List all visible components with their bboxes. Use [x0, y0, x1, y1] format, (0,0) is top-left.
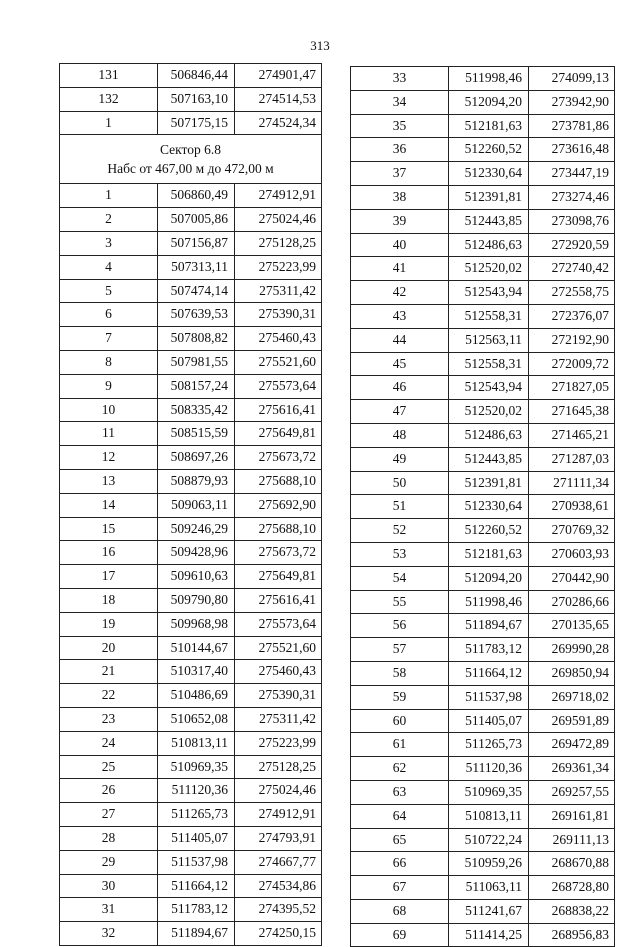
table-row — [60, 922, 322, 946]
point-number-cell: 42 — [351, 281, 449, 305]
point-number-cell: 69 — [351, 923, 449, 947]
point-number-cell: 22 — [60, 684, 158, 708]
y-coordinate-cell: 273781,86 — [529, 114, 615, 138]
x-coordinate-cell: 510813,11 — [158, 731, 235, 755]
y-coordinate-cell: 269990,28 — [529, 638, 615, 662]
y-coordinate-cell: 275024,46 — [235, 208, 322, 232]
y-coordinate-cell: 268728,80 — [529, 876, 615, 900]
table-row — [351, 376, 615, 400]
point-number-cell: 67 — [351, 876, 449, 900]
point-number-cell: 15 — [60, 517, 158, 541]
x-coordinate-cell: 512181,63 — [449, 542, 529, 566]
y-coordinate-cell: 269472,89 — [529, 733, 615, 757]
table-row — [60, 850, 322, 874]
table-row — [60, 255, 322, 279]
sector-header-group — [60, 135, 322, 184]
x-coordinate-cell: 511894,67 — [158, 922, 235, 946]
x-coordinate-cell: 510959,26 — [449, 852, 529, 876]
table-row — [60, 398, 322, 422]
point-number-cell: 30 — [60, 874, 158, 898]
point-number-cell: 58 — [351, 661, 449, 685]
x-coordinate-cell: 512094,20 — [449, 566, 529, 590]
table-row — [60, 64, 322, 88]
point-number-cell: 66 — [351, 852, 449, 876]
table-row — [351, 566, 615, 590]
coordinates-table-left — [59, 63, 322, 946]
point-number-cell: 29 — [60, 850, 158, 874]
table-row — [351, 923, 615, 947]
table-row — [351, 757, 615, 781]
table-row — [351, 233, 615, 257]
point-number-cell: 6 — [60, 303, 158, 327]
point-number-cell: 46 — [351, 376, 449, 400]
table-row — [60, 208, 322, 232]
table-row — [60, 779, 322, 803]
y-coordinate-cell: 271645,38 — [529, 400, 615, 424]
y-coordinate-cell: 274395,52 — [235, 898, 322, 922]
x-coordinate-cell: 511998,46 — [449, 67, 529, 91]
table-row — [351, 519, 615, 543]
x-coordinate-cell: 512094,20 — [449, 90, 529, 114]
y-coordinate-cell: 275649,81 — [235, 422, 322, 446]
x-coordinate-cell: 512520,02 — [449, 400, 529, 424]
y-coordinate-cell: 275673,72 — [235, 446, 322, 470]
x-coordinate-cell: 511120,36 — [449, 757, 529, 781]
table-row — [351, 661, 615, 685]
point-number-cell: 20 — [60, 636, 158, 660]
x-coordinate-cell: 512391,81 — [449, 471, 529, 495]
point-number-cell: 63 — [351, 780, 449, 804]
x-coordinate-cell: 512330,64 — [449, 495, 529, 519]
table-row — [60, 350, 322, 374]
point-number-cell: 55 — [351, 590, 449, 614]
point-number-cell: 13 — [60, 469, 158, 493]
table-row — [351, 804, 615, 828]
y-coordinate-cell: 269361,34 — [529, 757, 615, 781]
x-coordinate-cell: 511414,25 — [449, 923, 529, 947]
y-coordinate-cell: 275128,25 — [235, 231, 322, 255]
sector-header-cell — [60, 135, 322, 184]
point-number-cell: 54 — [351, 566, 449, 590]
y-coordinate-cell: 272740,42 — [529, 257, 615, 281]
x-coordinate-cell: 511783,12 — [158, 898, 235, 922]
point-number-cell: 68 — [351, 899, 449, 923]
point-number-cell: 17 — [60, 565, 158, 589]
y-coordinate-cell: 270442,90 — [529, 566, 615, 590]
table-row — [60, 111, 322, 135]
table-row — [351, 733, 615, 757]
x-coordinate-cell: 511537,98 — [449, 685, 529, 709]
point-number-cell: 16 — [60, 541, 158, 565]
x-coordinate-cell: 511120,36 — [158, 779, 235, 803]
point-number-cell: 23 — [60, 707, 158, 731]
table-row — [60, 469, 322, 493]
x-coordinate-cell: 510486,69 — [158, 684, 235, 708]
x-coordinate-cell: 507163,10 — [158, 87, 235, 111]
y-coordinate-cell: 270938,61 — [529, 495, 615, 519]
x-coordinate-cell: 512330,64 — [449, 162, 529, 186]
y-coordinate-cell: 270769,32 — [529, 519, 615, 543]
point-number-cell: 31 — [60, 898, 158, 922]
point-number-cell: 2 — [60, 208, 158, 232]
sector-subtitle: Набс от 467,00 м до 472,00 м — [107, 161, 274, 177]
point-number-cell: 8 — [60, 350, 158, 374]
x-coordinate-cell: 512260,52 — [449, 138, 529, 162]
y-coordinate-cell: 269257,55 — [529, 780, 615, 804]
point-number-cell: 48 — [351, 423, 449, 447]
x-coordinate-cell: 509246,29 — [158, 517, 235, 541]
x-coordinate-cell: 507639,53 — [158, 303, 235, 327]
point-number-cell: 50 — [351, 471, 449, 495]
point-number-cell: 61 — [351, 733, 449, 757]
y-coordinate-cell: 275673,72 — [235, 541, 322, 565]
x-coordinate-cell: 509968,98 — [158, 612, 235, 636]
table-row — [351, 614, 615, 638]
table-row — [60, 541, 322, 565]
x-coordinate-cell: 508697,26 — [158, 446, 235, 470]
point-number-cell: 28 — [60, 826, 158, 850]
table-row — [60, 446, 322, 470]
page-number: 313 — [310, 38, 330, 53]
point-number-cell: 24 — [60, 731, 158, 755]
table-row — [351, 162, 615, 186]
x-coordinate-cell: 511265,73 — [158, 803, 235, 827]
point-number-cell: 27 — [60, 803, 158, 827]
y-coordinate-cell: 268838,22 — [529, 899, 615, 923]
y-coordinate-cell: 272376,07 — [529, 304, 615, 328]
point-number-cell: 53 — [351, 542, 449, 566]
point-number-cell: 64 — [351, 804, 449, 828]
y-coordinate-cell: 275128,25 — [235, 755, 322, 779]
point-number-cell: 32 — [60, 922, 158, 946]
table-row — [351, 423, 615, 447]
table-row — [60, 493, 322, 517]
table-row — [351, 899, 615, 923]
x-coordinate-cell: 511894,67 — [449, 614, 529, 638]
table-row — [60, 565, 322, 589]
table-row — [351, 304, 615, 328]
y-coordinate-cell: 275390,31 — [235, 303, 322, 327]
x-coordinate-cell: 509428,96 — [158, 541, 235, 565]
table-row — [60, 874, 322, 898]
y-coordinate-cell: 270135,65 — [529, 614, 615, 638]
point-number-cell: 60 — [351, 709, 449, 733]
table-row — [351, 876, 615, 900]
y-coordinate-cell: 274912,91 — [235, 803, 322, 827]
y-coordinate-cell: 275311,42 — [235, 279, 322, 303]
point-number-cell: 43 — [351, 304, 449, 328]
left-sector-rows — [60, 184, 322, 946]
y-coordinate-cell: 272192,90 — [529, 328, 615, 352]
table-row — [60, 636, 322, 660]
y-coordinate-cell: 271287,03 — [529, 447, 615, 471]
table-row — [351, 780, 615, 804]
x-coordinate-cell: 507474,14 — [158, 279, 235, 303]
table-row — [60, 327, 322, 351]
y-coordinate-cell: 275460,43 — [235, 660, 322, 684]
right-rows — [351, 67, 615, 947]
point-number-cell: 25 — [60, 755, 158, 779]
x-coordinate-cell: 511405,07 — [158, 826, 235, 850]
y-coordinate-cell: 269591,89 — [529, 709, 615, 733]
y-coordinate-cell: 273942,90 — [529, 90, 615, 114]
y-coordinate-cell: 270603,93 — [529, 542, 615, 566]
point-number-cell: 47 — [351, 400, 449, 424]
y-coordinate-cell: 275521,60 — [235, 350, 322, 374]
table-row — [351, 709, 615, 733]
y-coordinate-cell: 275223,99 — [235, 731, 322, 755]
y-coordinate-cell: 275688,10 — [235, 517, 322, 541]
table-row — [60, 731, 322, 755]
y-coordinate-cell: 269718,02 — [529, 685, 615, 709]
y-coordinate-cell: 275692,90 — [235, 493, 322, 517]
point-number-cell: 36 — [351, 138, 449, 162]
point-number-cell: 5 — [60, 279, 158, 303]
y-coordinate-cell: 269850,94 — [529, 661, 615, 685]
point-number-cell: 1 — [60, 184, 158, 208]
table-row — [60, 660, 322, 684]
x-coordinate-cell: 506846,44 — [158, 64, 235, 88]
y-coordinate-cell: 274534,86 — [235, 874, 322, 898]
x-coordinate-cell: 507808,82 — [158, 327, 235, 351]
y-coordinate-cell: 274250,15 — [235, 922, 322, 946]
point-number-cell: 33 — [351, 67, 449, 91]
table-row — [351, 114, 615, 138]
table-row — [351, 209, 615, 233]
point-number-cell: 19 — [60, 612, 158, 636]
table-row — [351, 138, 615, 162]
point-number-cell: 65 — [351, 828, 449, 852]
point-number-cell: 10 — [60, 398, 158, 422]
point-number-cell: 39 — [351, 209, 449, 233]
point-number-cell: 18 — [60, 588, 158, 612]
x-coordinate-cell: 507175,15 — [158, 111, 235, 135]
point-number-cell: 44 — [351, 328, 449, 352]
table-row — [60, 612, 322, 636]
point-number-cell: 132 — [60, 87, 158, 111]
table-row — [351, 400, 615, 424]
point-number-cell: 52 — [351, 519, 449, 543]
y-coordinate-cell: 274667,77 — [235, 850, 322, 874]
x-coordinate-cell: 510813,11 — [449, 804, 529, 828]
y-coordinate-cell: 268956,83 — [529, 923, 615, 947]
y-coordinate-cell: 270286,66 — [529, 590, 615, 614]
x-coordinate-cell: 512391,81 — [449, 185, 529, 209]
x-coordinate-cell: 511241,67 — [449, 899, 529, 923]
y-coordinate-cell: 268670,88 — [529, 852, 615, 876]
table-row — [351, 257, 615, 281]
x-coordinate-cell: 512443,85 — [449, 447, 529, 471]
table-row — [351, 852, 615, 876]
x-coordinate-cell: 507313,11 — [158, 255, 235, 279]
x-coordinate-cell: 512543,94 — [449, 376, 529, 400]
y-coordinate-cell: 273274,46 — [529, 185, 615, 209]
x-coordinate-cell: 511265,73 — [449, 733, 529, 757]
y-coordinate-cell: 271827,05 — [529, 376, 615, 400]
table-row — [60, 826, 322, 850]
y-coordinate-cell: 274514,53 — [235, 87, 322, 111]
x-coordinate-cell: 507005,86 — [158, 208, 235, 232]
point-number-cell: 14 — [60, 493, 158, 517]
y-coordinate-cell: 274524,34 — [235, 111, 322, 135]
left-top-rows — [60, 64, 322, 135]
table-row — [60, 803, 322, 827]
point-number-cell: 4 — [60, 255, 158, 279]
x-coordinate-cell: 512520,02 — [449, 257, 529, 281]
table-row — [351, 590, 615, 614]
table-row — [60, 422, 322, 446]
x-coordinate-cell: 512443,85 — [449, 209, 529, 233]
y-coordinate-cell: 273616,48 — [529, 138, 615, 162]
table-row — [351, 185, 615, 209]
y-coordinate-cell: 275024,46 — [235, 779, 322, 803]
x-coordinate-cell: 510317,40 — [158, 660, 235, 684]
point-number-cell: 37 — [351, 162, 449, 186]
point-number-cell: 21 — [60, 660, 158, 684]
point-number-cell: 57 — [351, 638, 449, 662]
point-number-cell: 40 — [351, 233, 449, 257]
y-coordinate-cell: 275649,81 — [235, 565, 322, 589]
table-row — [351, 685, 615, 709]
x-coordinate-cell: 509610,63 — [158, 565, 235, 589]
point-number-cell: 26 — [60, 779, 158, 803]
table-row — [351, 471, 615, 495]
point-number-cell: 35 — [351, 114, 449, 138]
point-number-cell: 49 — [351, 447, 449, 471]
x-coordinate-cell: 509790,80 — [158, 588, 235, 612]
x-coordinate-cell: 511063,11 — [449, 876, 529, 900]
point-number-cell: 3 — [60, 231, 158, 255]
y-coordinate-cell: 274912,91 — [235, 184, 322, 208]
y-coordinate-cell: 273447,19 — [529, 162, 615, 186]
point-number-cell: 131 — [60, 64, 158, 88]
x-coordinate-cell: 512486,63 — [449, 423, 529, 447]
y-coordinate-cell: 274099,13 — [529, 67, 615, 91]
y-coordinate-cell: 271465,21 — [529, 423, 615, 447]
table-row — [60, 279, 322, 303]
coordinates-table-right — [350, 66, 615, 947]
y-coordinate-cell: 275688,10 — [235, 469, 322, 493]
x-coordinate-cell: 510969,35 — [449, 780, 529, 804]
table-row — [60, 588, 322, 612]
x-coordinate-cell: 512181,63 — [449, 114, 529, 138]
table-row — [60, 231, 322, 255]
x-coordinate-cell: 508515,59 — [158, 422, 235, 446]
point-number-cell: 56 — [351, 614, 449, 638]
table-row — [60, 755, 322, 779]
x-coordinate-cell: 506860,49 — [158, 184, 235, 208]
x-coordinate-cell: 511537,98 — [158, 850, 235, 874]
table-row — [60, 184, 322, 208]
x-coordinate-cell: 508879,93 — [158, 469, 235, 493]
point-number-cell: 34 — [351, 90, 449, 114]
point-number-cell: 7 — [60, 327, 158, 351]
sector-title: Сектор 6.8 — [159, 142, 221, 158]
y-coordinate-cell: 272009,72 — [529, 352, 615, 376]
table-row — [60, 517, 322, 541]
table-row — [60, 87, 322, 111]
x-coordinate-cell: 508157,24 — [158, 374, 235, 398]
y-coordinate-cell: 275390,31 — [235, 684, 322, 708]
point-number-cell: 62 — [351, 757, 449, 781]
table-row — [60, 374, 322, 398]
table-row — [60, 898, 322, 922]
x-coordinate-cell: 508335,42 — [158, 398, 235, 422]
point-number-cell: 41 — [351, 257, 449, 281]
x-coordinate-cell: 511783,12 — [449, 638, 529, 662]
x-coordinate-cell: 510652,08 — [158, 707, 235, 731]
y-coordinate-cell: 271111,34 — [529, 471, 615, 495]
point-number-cell: 1 — [60, 111, 158, 135]
table-row — [351, 638, 615, 662]
point-number-cell: 45 — [351, 352, 449, 376]
y-coordinate-cell: 275573,64 — [235, 612, 322, 636]
point-number-cell: 59 — [351, 685, 449, 709]
y-coordinate-cell: 269111,13 — [529, 828, 615, 852]
y-coordinate-cell: 275616,41 — [235, 588, 322, 612]
y-coordinate-cell: 274901,47 — [235, 64, 322, 88]
x-coordinate-cell: 512543,94 — [449, 281, 529, 305]
table-row — [60, 684, 322, 708]
y-coordinate-cell: 269161,81 — [529, 804, 615, 828]
y-coordinate-cell: 275223,99 — [235, 255, 322, 279]
x-coordinate-cell: 507156,87 — [158, 231, 235, 255]
y-coordinate-cell: 275573,64 — [235, 374, 322, 398]
x-coordinate-cell: 511664,12 — [449, 661, 529, 685]
y-coordinate-cell: 275460,43 — [235, 327, 322, 351]
table-row — [60, 707, 322, 731]
point-number-cell: 11 — [60, 422, 158, 446]
table-row — [351, 328, 615, 352]
x-coordinate-cell: 512486,63 — [449, 233, 529, 257]
x-coordinate-cell: 511405,07 — [449, 709, 529, 733]
x-coordinate-cell: 511998,46 — [449, 590, 529, 614]
x-coordinate-cell: 509063,11 — [158, 493, 235, 517]
y-coordinate-cell: 274793,91 — [235, 826, 322, 850]
table-row — [351, 352, 615, 376]
y-coordinate-cell: 275521,60 — [235, 636, 322, 660]
x-coordinate-cell: 507981,55 — [158, 350, 235, 374]
table-row — [351, 495, 615, 519]
x-coordinate-cell: 512260,52 — [449, 519, 529, 543]
point-number-cell: 12 — [60, 446, 158, 470]
table-row — [351, 828, 615, 852]
y-coordinate-cell: 275616,41 — [235, 398, 322, 422]
x-coordinate-cell: 512558,31 — [449, 352, 529, 376]
table-row — [351, 447, 615, 471]
x-coordinate-cell: 512558,31 — [449, 304, 529, 328]
x-coordinate-cell: 510722,24 — [449, 828, 529, 852]
x-coordinate-cell: 510144,67 — [158, 636, 235, 660]
point-number-cell: 9 — [60, 374, 158, 398]
table-row — [351, 67, 615, 91]
y-coordinate-cell: 272920,59 — [529, 233, 615, 257]
y-coordinate-cell: 273098,76 — [529, 209, 615, 233]
table-row — [351, 281, 615, 305]
x-coordinate-cell: 511664,12 — [158, 874, 235, 898]
table-row — [351, 90, 615, 114]
table-row — [60, 303, 322, 327]
y-coordinate-cell: 275311,42 — [235, 707, 322, 731]
x-coordinate-cell: 512563,11 — [449, 328, 529, 352]
x-coordinate-cell: 510969,35 — [158, 755, 235, 779]
y-coordinate-cell: 272558,75 — [529, 281, 615, 305]
point-number-cell: 51 — [351, 495, 449, 519]
point-number-cell: 38 — [351, 185, 449, 209]
table-row — [351, 542, 615, 566]
sector-header-row — [60, 135, 322, 184]
